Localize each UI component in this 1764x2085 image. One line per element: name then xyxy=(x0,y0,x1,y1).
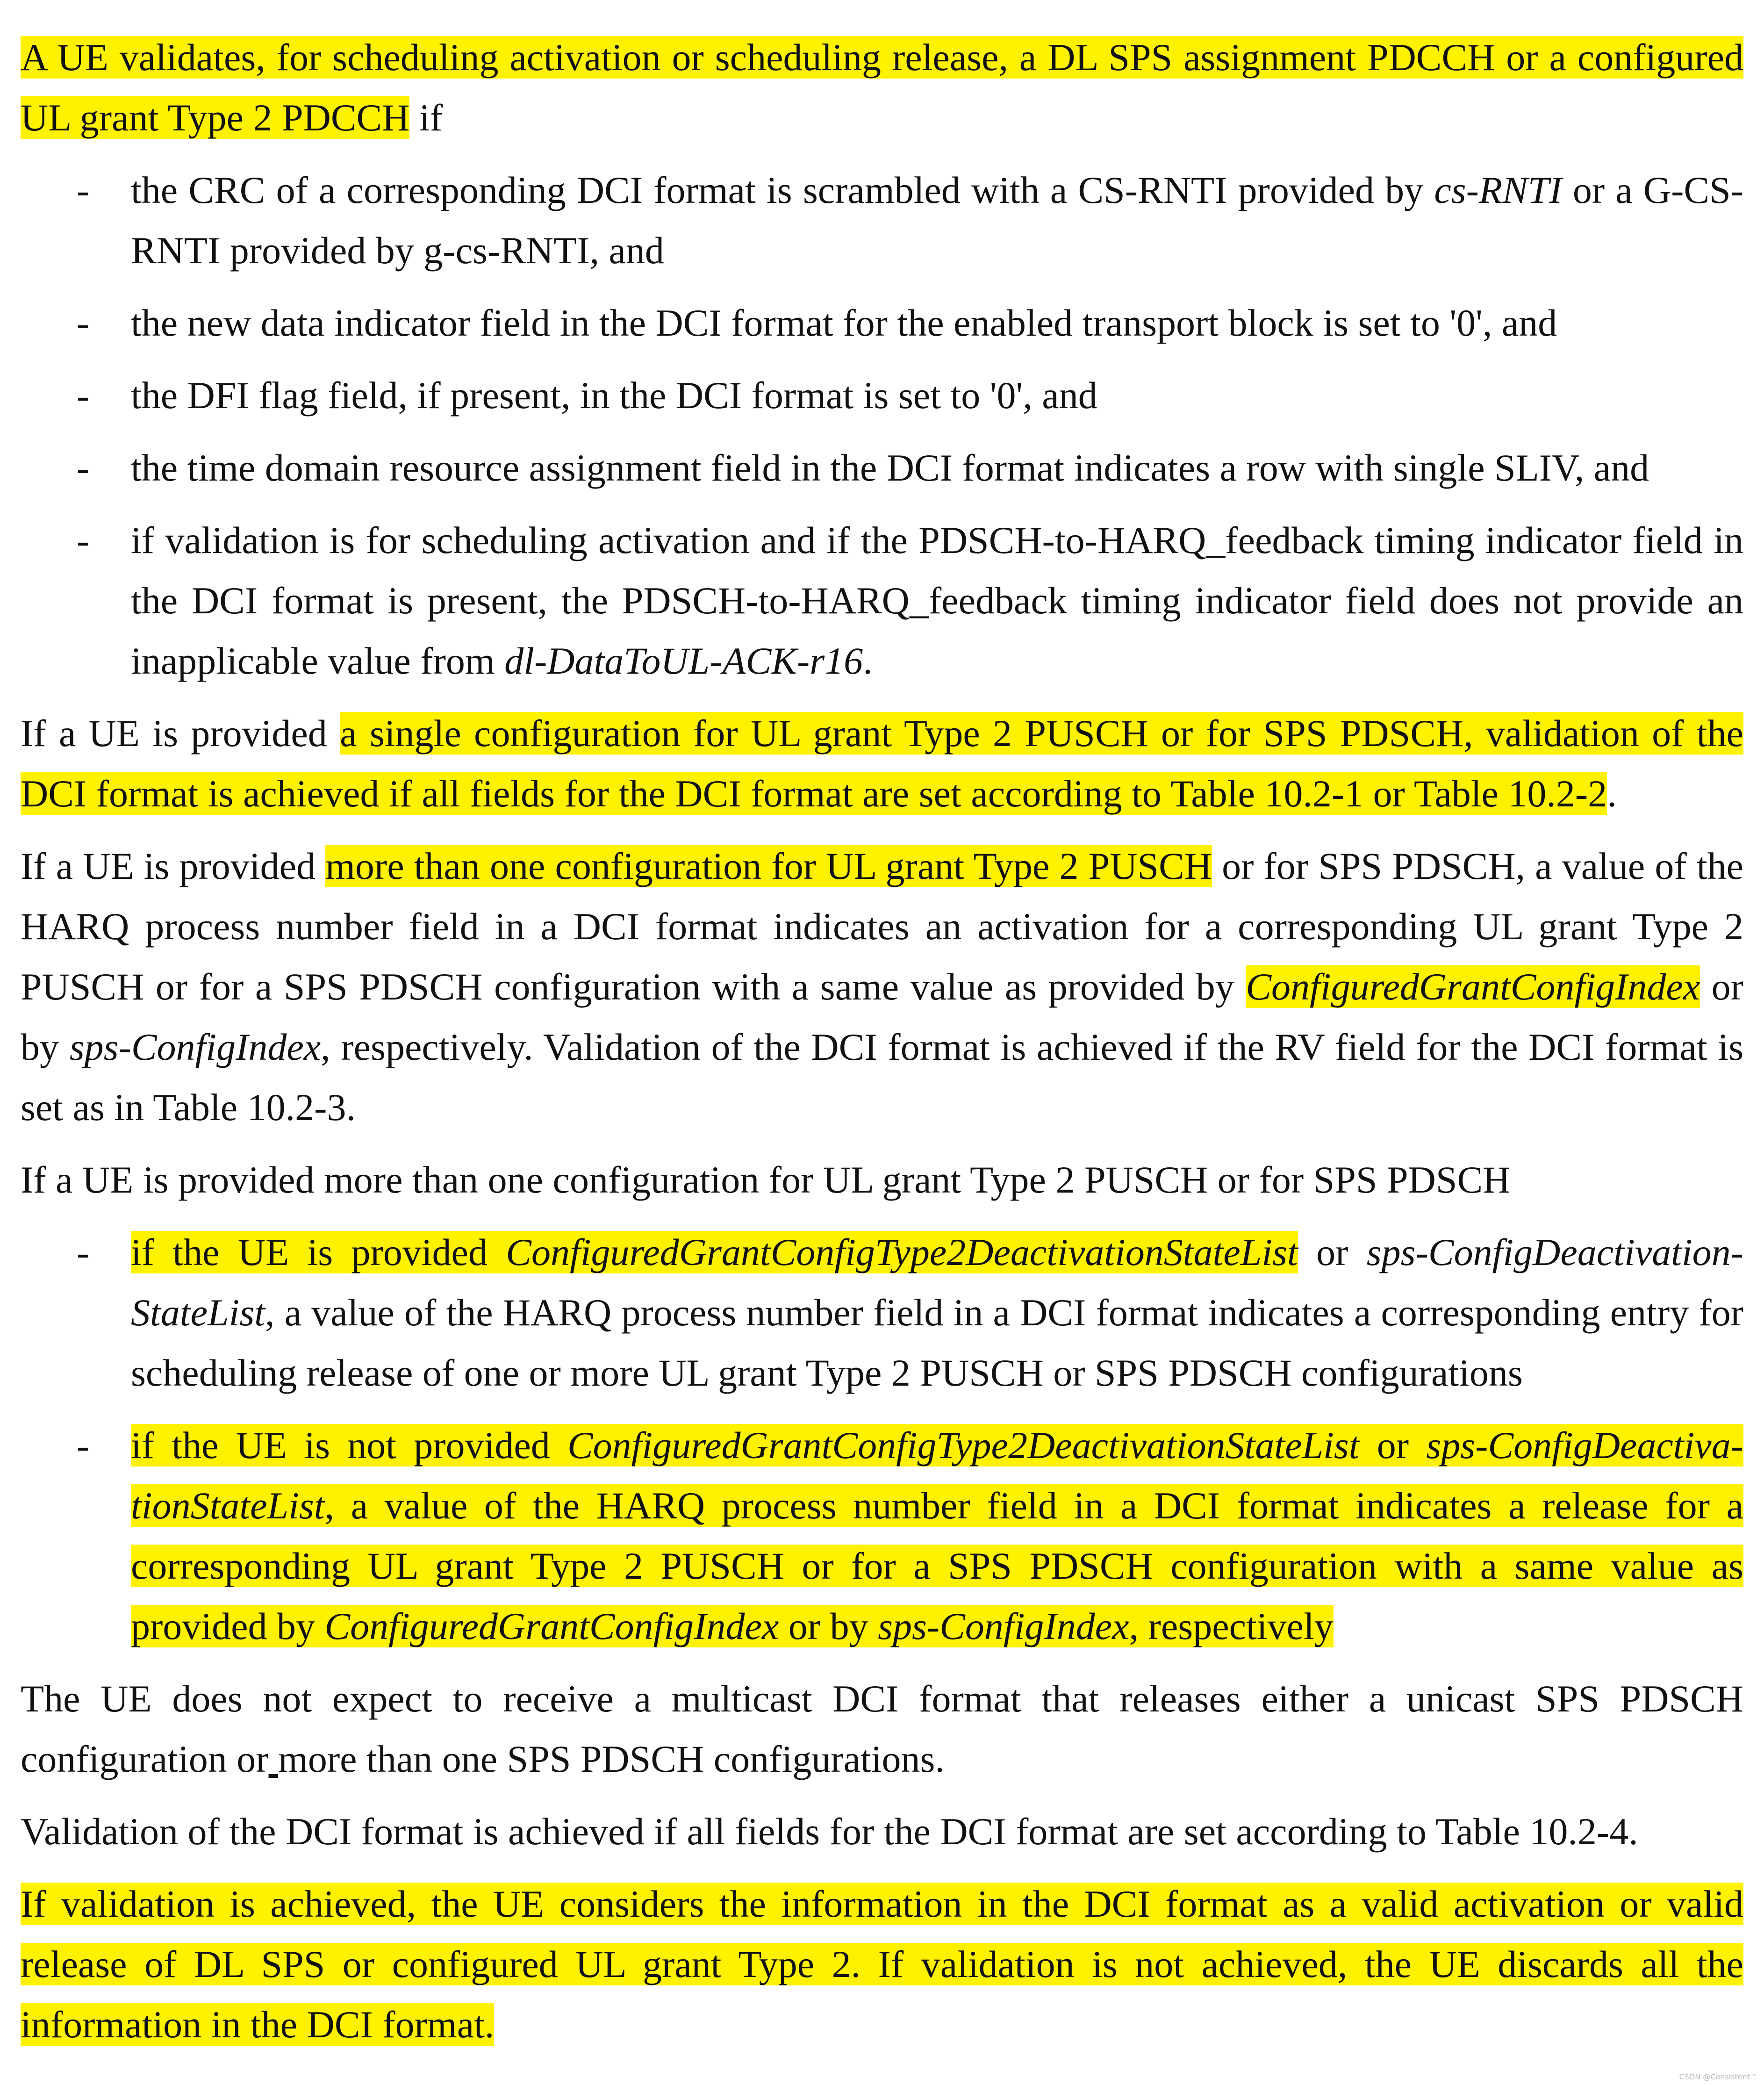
italic-term: sps-ConfigIndex xyxy=(878,1605,1129,1647)
italic-term: sps-ConfigDeactiva-tionStateList xyxy=(131,1424,1743,1527)
paragraph-text: The UE does not expect to receive a multicast DCI format that releases either a unicast SPS PDSCH configuration or xyxy=(21,1677,1743,1780)
paragraph-text: If a UE is provided xyxy=(21,712,340,755)
paragraph-multicast xyxy=(21,1668,1743,1789)
bullet-dash: - xyxy=(77,374,90,417)
highlight-text: if the UE is not provided xyxy=(131,1424,567,1467)
paragraph-text: or for SPS PDSCH, a value of the HARQ process number field in a DCI format indicates an activation for a corresponding UL grant Type 2 PUSCH or for a SPS PDSCH configuration with a same value as provided by xyxy=(21,845,1743,1008)
list-item-dfi xyxy=(21,365,1743,425)
paragraph-text: Validation of the DCI format is achieved if all fields for the DCI format are set according to Table 10.2-4. xyxy=(21,1810,1638,1853)
list-item-text: or a G-CS-RNTI provided by g-cs-RNTI, and xyxy=(131,169,1743,272)
italic-term: ConfiguredGrantConfigType2DeactivationStateList xyxy=(506,1231,1298,1273)
italic-term: cs-RNTI xyxy=(1434,169,1562,211)
paragraph-multi-config xyxy=(21,836,1743,1137)
bullet-dash: - xyxy=(77,1424,90,1467)
highlight-text: , respectively xyxy=(1129,1605,1334,1647)
bullet-dash: - xyxy=(77,519,90,561)
paragraph-validation-result xyxy=(21,1874,1743,2055)
paragraph-text: if xyxy=(409,96,443,139)
paragraph-text: . xyxy=(1607,772,1617,815)
italic-term: ConfiguredGrantConfigIndex xyxy=(324,1605,779,1647)
underlined-space xyxy=(269,1738,279,1780)
paragraph-validation-intro xyxy=(21,27,1743,148)
italic-term: sps-ConfigIndex xyxy=(69,1026,321,1068)
list-item-text: the DFI flag field, if present, in the DCI format is set to '0', and xyxy=(131,374,1097,417)
highlight-text: a single configuration for UL grant Type 2 PUSCH or for SPS PDSCH, validation of the DCI format is achieved if all fields for the DCI format are set according to Table 10.2-1 or Table 10.2-2 xyxy=(21,712,1743,815)
watermark: CSDN @Consistent™ xyxy=(1679,2072,1757,2081)
list-item-text: if validation is for scheduling activation and if the PDSCH-to-HARQ_feedback timing indicator field in the DCI format is present, the PDSCH-to-HARQ_feedback timing indicator field does not provide an inapplicable value from xyxy=(131,519,1743,682)
highlight-text: if the UE is provided xyxy=(131,1231,506,1273)
list-item-text: , a value of the HARQ process number field in a DCI format indicates a corresponding entry for scheduling release of one or more UL grant Type 2 PUSCH or SPS PDSCH configurations xyxy=(131,1291,1743,1394)
list-item-deactivation-not-provided xyxy=(21,1415,1743,1656)
bullet-dash: - xyxy=(77,169,90,211)
highlight-text: more than one configuration for UL grant Type 2 PUSCH xyxy=(325,845,1212,887)
bullet-dash: - xyxy=(77,446,90,489)
list-item-text: the time domain resource assignment field in the DCI format indicates a row with single SLIV, and xyxy=(131,446,1649,489)
italic-term: ConfiguredGrantConfigIndex xyxy=(1246,965,1700,1008)
list-item-text: the CRC of a corresponding DCI format is scrambled with a CS-RNTI provided by xyxy=(131,169,1434,211)
document-body xyxy=(21,27,1743,2067)
list-item-crc xyxy=(21,160,1743,280)
italic-term: sps-ConfigDeactivation-StateList xyxy=(131,1231,1743,1334)
paragraph-text: , respectively. Validation of the DCI format is achieved if the RV field for the DCI format is set as in Table 10.2-3. xyxy=(21,1026,1744,1129)
paragraph-text: more than one SPS PDSCH configurations. xyxy=(278,1738,945,1780)
paragraph-text: If a UE is provided more than one configuration for UL grant Type 2 PUSCH or for SPS PDSCH xyxy=(21,1158,1511,1201)
highlight-text: or xyxy=(1359,1424,1427,1467)
highlight-text: , a value of the HARQ process number field in a DCI format indicates a release for a corresponding UL grant Type 2 PUSCH or for a SPS PDSCH configuration with a same value as provided by xyxy=(131,1484,1743,1647)
paragraph-text: or by xyxy=(21,965,1743,1068)
highlight-text: If validation is achieved, the UE considers the information in the DCI format as a valid activation or valid release of DL SPS or configured UL grant Type 2. If validation is not achieved, the UE discards all the information in the DCI format. xyxy=(21,1883,1743,2046)
list-item-tdra xyxy=(21,438,1743,498)
paragraph-single-config xyxy=(21,703,1743,824)
bullet-dash: - xyxy=(77,1231,90,1273)
paragraph-table-10-2-4 xyxy=(21,1801,1743,1862)
highlight-text: or by xyxy=(779,1605,878,1647)
highlight-text: A UE validates, for scheduling activation or scheduling release, a DL SPS assignment PDCCH or a configured UL grant Type 2 PDCCH xyxy=(21,36,1743,139)
bullet-dash: - xyxy=(77,302,90,344)
paragraph-multi-config-release xyxy=(21,1150,1743,1210)
list-item-text: . xyxy=(863,640,873,682)
paragraph-text: If a UE is provided xyxy=(21,845,326,887)
list-item-deactivation-provided xyxy=(21,1222,1743,1403)
list-item-harq-timing xyxy=(21,510,1743,691)
italic-term: dl-DataToUL-ACK-r16 xyxy=(504,640,863,682)
list-item-text: the new data indicator field in the DCI format for the enabled transport block is set to '0', and xyxy=(131,302,1557,344)
list-item-text: or xyxy=(1298,1231,1367,1273)
list-item-ndi xyxy=(21,293,1743,353)
italic-term: ConfiguredGrantConfigType2DeactivationStateList xyxy=(567,1424,1360,1467)
